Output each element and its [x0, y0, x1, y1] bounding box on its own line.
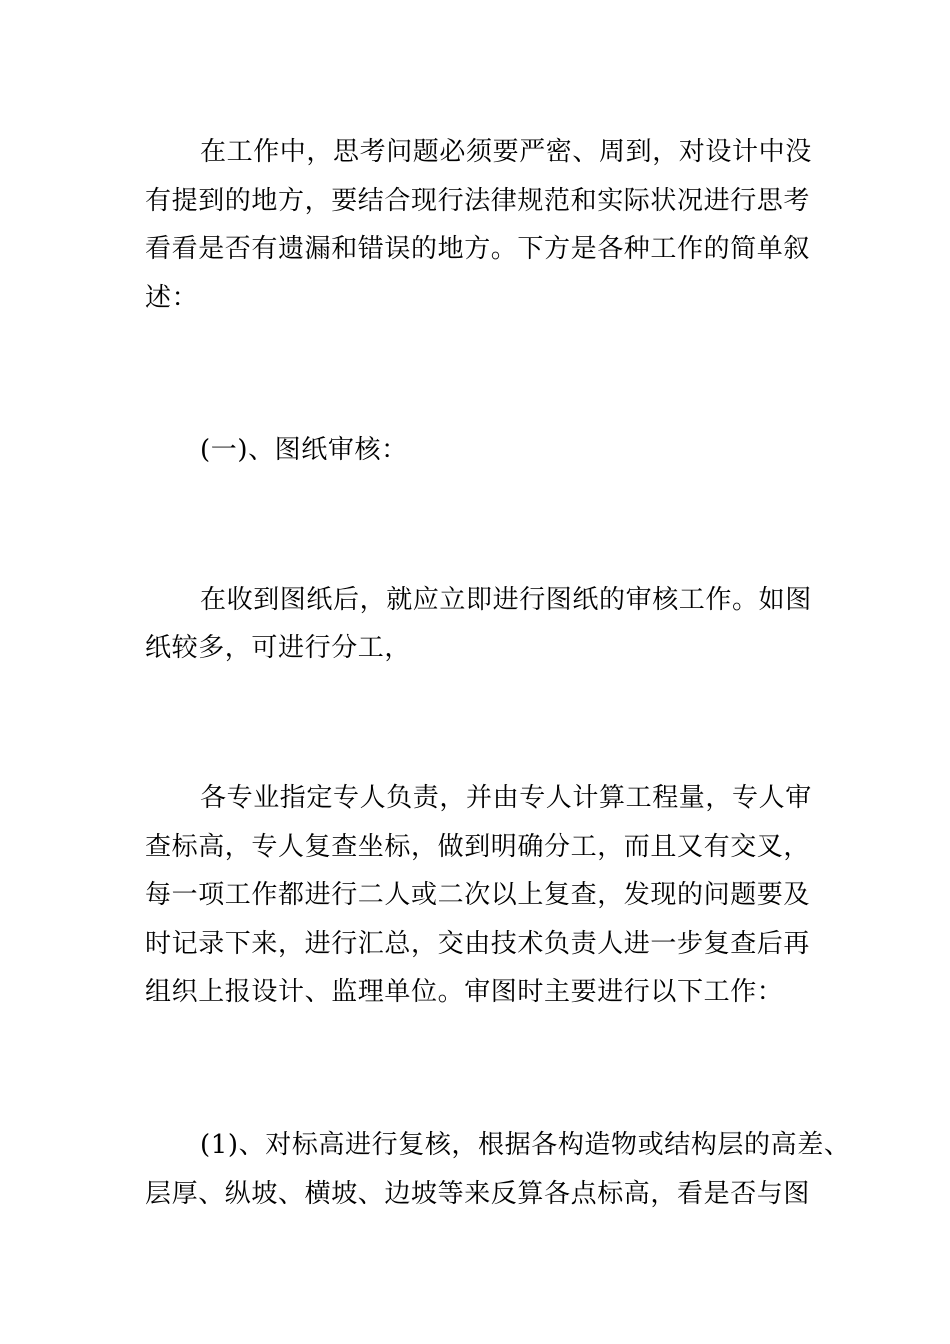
paragraph-3-line-2: 纸较多，可进行分工，: [145, 633, 412, 663]
paragraph-1-line-3: 看看是否有遗漏和错误的地方。下方是各种工作的简单叙: [145, 234, 811, 264]
paragraph-4-line-1: 各专业指定专人负责，并由专人计算工程量，专人审: [200, 783, 812, 813]
paragraph-4-line-4: 时记录下来，进行汇总，交由技术负责人进一步复查后再: [145, 929, 811, 959]
paragraph-5-line-1: (1)、对标高进行复核，根据各构造物或结构层的高差、: [200, 1130, 851, 1160]
paragraph-4-line-2: 查标高，专人复查坐标，做到明确分工，而且又有交叉，: [145, 832, 811, 862]
section-heading-drawing-review: (一)、图纸审核：: [200, 435, 408, 465]
paragraph-5-line-2: 层厚、纵坡、横坡、边坡等来反算各点标高，看是否与图: [145, 1179, 811, 1209]
paragraph-4-line-3: 每一项工作都进行二人或二次以上复查，发现的问题要及: [145, 880, 811, 910]
paragraph-4-line-5: 组织上报设计、监理单位。审图时主要进行以下工作：: [145, 977, 784, 1007]
paragraph-3-line-1: 在收到图纸后，就应立即进行图纸的审核工作。如图: [200, 585, 812, 615]
paragraph-1-line-1: 在工作中，思考问题必须要严密、周到，对设计中没: [200, 137, 812, 167]
paragraph-1-line-2: 有提到的地方，要结合现行法律规范和实际状况进行思考: [145, 186, 811, 216]
paragraph-1-line-4: 述：: [145, 283, 199, 313]
